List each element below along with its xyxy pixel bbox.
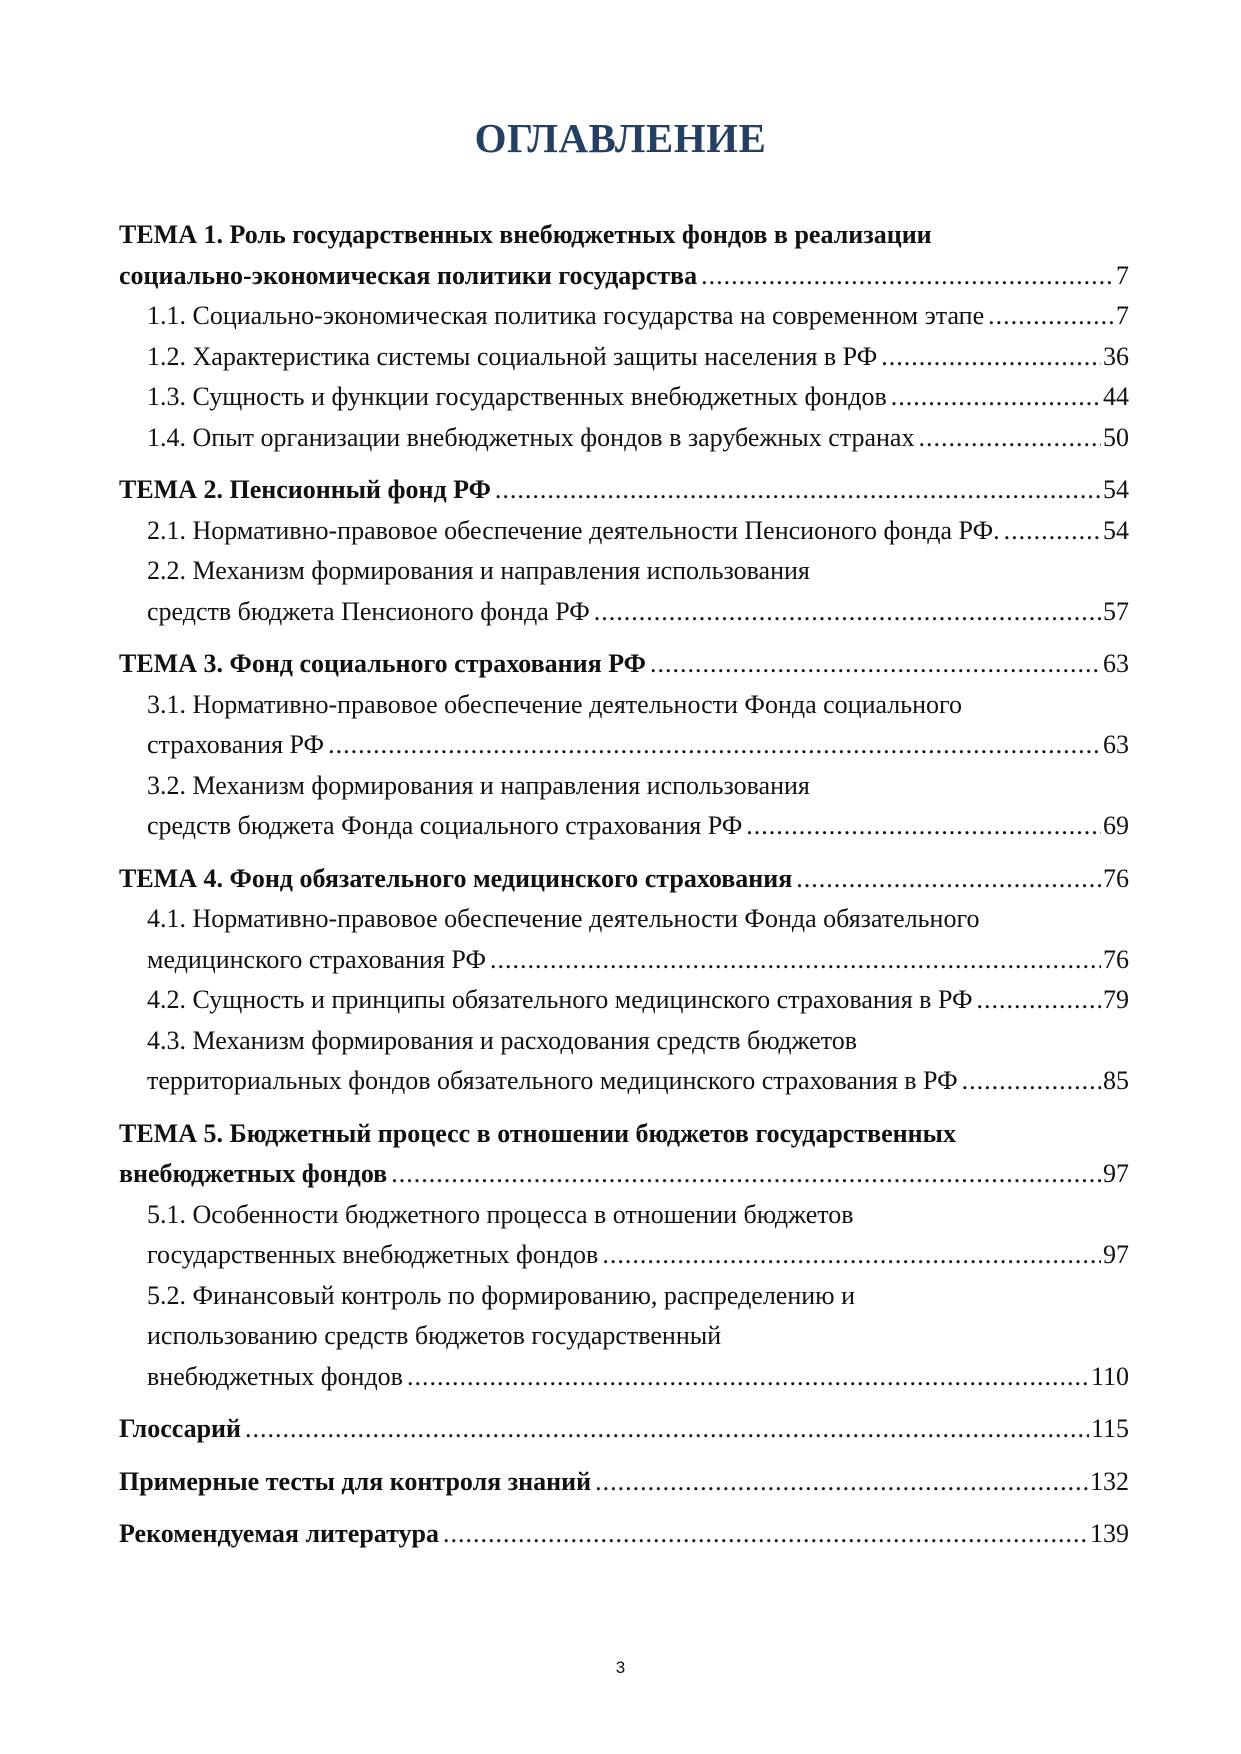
toc-item-2-1[interactable] (119, 511, 1129, 552)
toc-item-4-2-page: 79 (1103, 985, 1129, 1014)
toc-literature-title: Рекомендуемая литература (119, 1519, 439, 1548)
toc-item-5-1[interactable] (119, 1235, 1129, 1276)
toc-item-5-2-line1[interactable]: 5.2. Финансовый контроль по формированию, распределению и (147, 1280, 856, 1310)
toc-tests-entry[interactable] (119, 1462, 1129, 1503)
dot-leader (595, 1462, 1088, 1503)
toc-item-2-2-line1[interactable]: 2.2. Механизм формирования и направления использования (147, 556, 810, 585)
toc-section-2 (119, 470, 1129, 632)
toc-topic-4-entry[interactable] (119, 859, 1129, 900)
toc-topic-1-entry[interactable] (119, 256, 1129, 297)
toc-item-2-1-label: 2.1. Нормативно-правовое обеспечение деятельности Пенсионого фонда РФ. (147, 515, 1000, 545)
toc-item-3-2-page: 69 (1103, 811, 1129, 840)
toc-item-4-2-label: 4.2. Сущность и принципы обязательного медицинского страхования в РФ (147, 985, 973, 1014)
toc-glossary-title: Глоссарий (119, 1414, 242, 1443)
dot-leader (328, 725, 1101, 766)
toc-item-1-4[interactable] (119, 418, 1129, 459)
dot-leader (918, 418, 1101, 459)
toc-literature-entry[interactable] (119, 1514, 1129, 1555)
toc-literature-page: 139 (1090, 1519, 1129, 1548)
table-of-contents (119, 215, 1129, 1555)
toc-item-2-2-line2: средств бюджета Пенсионого фонда РФ (147, 596, 590, 626)
toc-topic-3-page: 63 (1103, 649, 1129, 678)
toc-topic-4-page: 76 (1103, 863, 1129, 893)
toc-item-1-2-label: 1.2. Характеристика системы социальной защиты населения в РФ (147, 341, 878, 371)
toc-topic-2-title: ТЕМА 2. Пенсионный фонд РФ (119, 475, 491, 504)
toc-topic-1-title-line2: социально-экономическая политики государства (119, 260, 698, 290)
dot-leader (746, 806, 1101, 847)
toc-glossary-entry[interactable] (119, 1409, 1129, 1450)
toc-item-3-1[interactable] (119, 725, 1129, 766)
page-title: ОГЛАВЛЕНИЕ (474, 115, 767, 161)
dot-leader (602, 1235, 1101, 1276)
toc-topic-5-entry[interactable] (119, 1154, 1129, 1195)
toc-section-tests (119, 1462, 1129, 1503)
dot-leader (650, 644, 1101, 685)
dot-leader (701, 256, 1114, 297)
toc-item-1-3[interactable] (119, 377, 1129, 418)
toc-topic-2-entry[interactable] (119, 470, 1129, 511)
toc-section-1 (119, 215, 1129, 458)
toc-topic-1-title-line1[interactable]: ТЕМА 1. Роль государственных внебюджетных фондов в реализации (119, 220, 932, 249)
toc-item-1-4-label: 1.4. Опыт организации внебюджетных фондов в зарубежных странах (147, 422, 915, 452)
toc-topic-1-page: 7 (1116, 260, 1129, 290)
toc-topic-5-title-line1[interactable]: ТЕМА 5. Бюджетный процесс в отношении бюджетов государственных (119, 1118, 956, 1148)
toc-item-1-2-page: 36 (1103, 341, 1129, 371)
dot-leader (977, 980, 1101, 1021)
page-number: 3 (615, 1658, 626, 1677)
dot-leader (443, 1514, 1088, 1555)
toc-item-2-1-page: 54 (1103, 515, 1129, 545)
toc-item-1-1-page: 7 (1116, 301, 1129, 330)
toc-item-3-2-line1[interactable]: 3.2. Механизм формирования и направления использования (147, 770, 810, 800)
toc-item-4-2[interactable] (119, 980, 1129, 1021)
dot-leader (594, 592, 1101, 633)
toc-topic-4-title: ТЕМА 4. Фонд обязательного медицинского страхования (119, 863, 793, 893)
toc-item-4-3[interactable] (119, 1061, 1129, 1102)
toc-item-4-3-line1[interactable]: 4.3. Механизм формирования и расходования средств бюджетов (147, 1025, 857, 1055)
toc-item-4-3-line2: территориальных фондов обязательного медицинского страхования в РФ (147, 1066, 958, 1095)
dot-leader (245, 1409, 1089, 1450)
toc-item-5-2-line2[interactable]: использованию средств бюджетов государственный (147, 1321, 722, 1350)
toc-item-3-2-line2: средств бюджета Фонда социального страхования РФ (147, 811, 743, 840)
toc-item-1-3-label: 1.3. Сущность и функции государственных внебюджетных фондов (147, 382, 887, 411)
toc-item-1-1[interactable] (119, 296, 1129, 337)
toc-item-4-3-page: 85 (1103, 1066, 1129, 1095)
toc-item-5-1-line1[interactable]: 5.1. Особенности бюджетного процесса в отношении бюджетов (147, 1199, 854, 1229)
toc-section-glossary (119, 1409, 1129, 1450)
toc-section-3 (119, 644, 1129, 847)
dot-leader (391, 1154, 1101, 1195)
toc-glossary-page: 115 (1090, 1414, 1129, 1443)
dot-leader (407, 1357, 1089, 1398)
toc-section-4 (119, 859, 1129, 1102)
toc-item-5-2-line3: внебюджетных фондов (147, 1361, 403, 1391)
toc-item-1-2[interactable] (119, 337, 1129, 378)
toc-item-3-2[interactable] (119, 806, 1129, 847)
toc-item-3-1-page: 63 (1103, 730, 1129, 759)
toc-item-1-4-page: 50 (1103, 422, 1129, 452)
toc-topic-3-entry[interactable] (119, 644, 1129, 685)
toc-item-5-1-line2: государственных внебюджетных фондов (147, 1240, 599, 1269)
toc-item-3-1-line2: страхования РФ (147, 730, 325, 759)
toc-item-5-2[interactable] (119, 1357, 1129, 1398)
toc-item-4-1-page: 76 (1103, 944, 1129, 974)
toc-item-5-2-page: 110 (1090, 1361, 1129, 1391)
toc-tests-title: Примерные тесты для контроля знаний (119, 1466, 592, 1496)
toc-item-4-1-line2: медицинского страхования РФ (147, 944, 486, 974)
toc-topic-3-title: ТЕМА 3. Фонд социального страхования РФ (119, 649, 646, 678)
toc-tests-page: 132 (1090, 1466, 1129, 1496)
dot-leader (881, 337, 1101, 378)
dot-leader (988, 296, 1114, 337)
toc-item-2-2[interactable] (119, 592, 1129, 633)
toc-item-4-1-line1[interactable]: 4.1. Нормативно-правовое обеспечение деятельности Фонда обязательного (147, 904, 980, 933)
toc-item-3-1-line1[interactable]: 3.1. Нормативно-правовое обеспечение деятельности Фонда социального (147, 689, 963, 719)
toc-section-5 (119, 1114, 1129, 1398)
toc-item-2-2-page: 57 (1103, 596, 1129, 626)
dot-leader (891, 377, 1101, 418)
toc-item-5-1-page: 97 (1103, 1240, 1129, 1269)
toc-section-literature (119, 1514, 1129, 1555)
toc-item-1-3-page: 44 (1103, 382, 1129, 411)
toc-topic-5-title-line2: внебюджетных фондов (119, 1159, 388, 1188)
dot-leader (490, 940, 1101, 981)
dot-leader (962, 1061, 1101, 1102)
toc-item-1-1-label: 1.1. Социально-экономическая политика государства на современном этапе (147, 301, 985, 330)
dot-leader (796, 859, 1101, 900)
toc-item-4-1[interactable] (119, 940, 1129, 981)
toc-topic-5-page: 97 (1103, 1159, 1129, 1188)
dot-leader (1004, 511, 1101, 552)
toc-topic-2-page: 54 (1103, 475, 1129, 504)
dot-leader (495, 470, 1101, 511)
